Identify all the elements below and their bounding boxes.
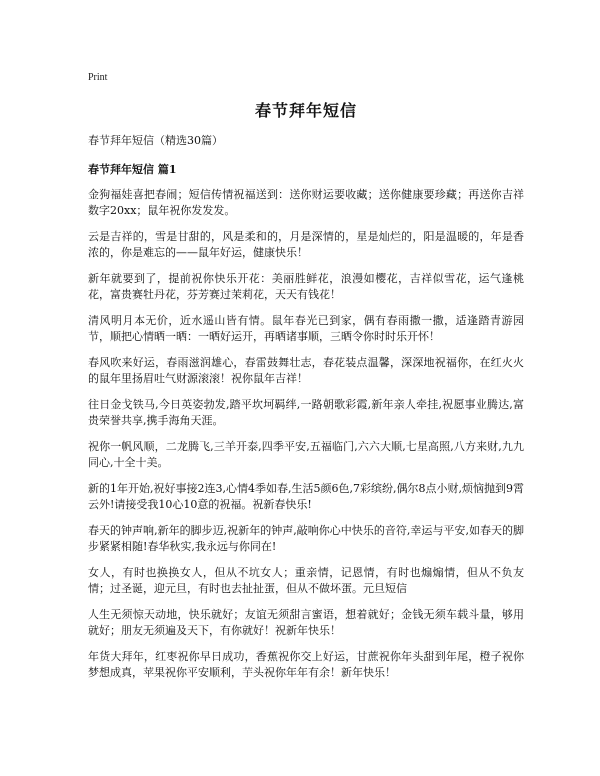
paragraph: 往日金戈铁马,今日英姿勃发,踏平坎坷羁绊,一路朝歌彩霞,新年亲人牵挂,祝愿事业腾达,富贵荣誉共享,携手海角天涯。	[88, 398, 524, 427]
paragraph: 春天的钟声响,新年的脚步迈,祝新年的钟声,敲响你心中快乐的音符,幸运与平安,如春天的脚步紧紧相随!春华秋实,我永远与你同在!	[88, 524, 524, 553]
print-link[interactable]: Print	[88, 72, 108, 83]
paragraph: 新的1年开始,祝好事接2连3,心情4季如春,生活5颜6色,7彩缤纷,偶尔8点小财,烦恼抛到9霄云外!请接受我10心10意的祝福。祝新春快乐!	[88, 482, 524, 511]
paragraph: 年货大拜年，红枣祝你早日成功，香蕉祝你交上好运，甘蔗祝你年头甜到年尾，橙子祝你梦想成真，苹果祝你平安顺利，芋头祝你年年有余！新年快乐！	[88, 650, 524, 679]
article-body	[88, 187, 524, 691]
paragraph: 清风明月本无价，近水遥山皆有情。鼠年春光已到家，偶有春雨撒一撒，适逢踏青游园节，顺把心情晒一晒：一晒好运开，再晒诸事顺，三晒令你时时乐开怀！	[88, 314, 524, 343]
section-heading: 春节拜年短信 篇1	[88, 163, 177, 176]
paragraph: 春风吹来好运，春雨滋润雄心，春雷鼓舞壮志，春花装点温馨，深深地祝福你，在红火火的鼠年里扬眉吐气财源滚滚！祝你鼠年吉祥！	[88, 356, 524, 385]
paragraph: 云是吉祥的，雪是甘甜的，风是柔和的，月是深情的，星是灿烂的，阳是温暖的，年是香浓的，你是难忘的——鼠年好运，健康快乐！	[88, 230, 524, 259]
page-title: 春节拜年短信	[254, 101, 357, 120]
paragraph: 新年就要到了，提前祝你快乐开花：美丽胜鲜花，浪漫如樱花，吉祥似雪花，运气逢桃花，富贵赛牡丹花，芬芳赛过茉莉花，天天有钱花！	[88, 272, 524, 301]
paragraph: 金狗福娃喜把春闹；短信传情祝福送到：送你财运要收藏；送你健康要珍藏；再送你吉祥数字20xx；鼠年祝你发发发。	[88, 188, 524, 217]
paragraph: 祝你一帆风顺，二龙腾飞,三羊开泰,四季平安,五福临门,六六大顺,七星高照,八方来财,九九同心,十全十美。	[88, 440, 524, 469]
paragraph: 人生无须惊天动地，快乐就好；友谊无须甜言蜜语，想着就好；金钱无须车载斗量，够用就好；朋友无须遍及天下，有你就好！祝新年快乐！	[88, 608, 524, 637]
document-subtitle: 春节拜年短信（精选30篇）	[88, 134, 223, 147]
paragraph: 女人，有时也换换女人，但从不坑女人；重亲情，记恩情，有时也煽煽情，但从不负友情；过圣诞，迎元旦，有时也去扯扯蛋，但从不做坏蛋。元旦短信	[88, 566, 524, 595]
